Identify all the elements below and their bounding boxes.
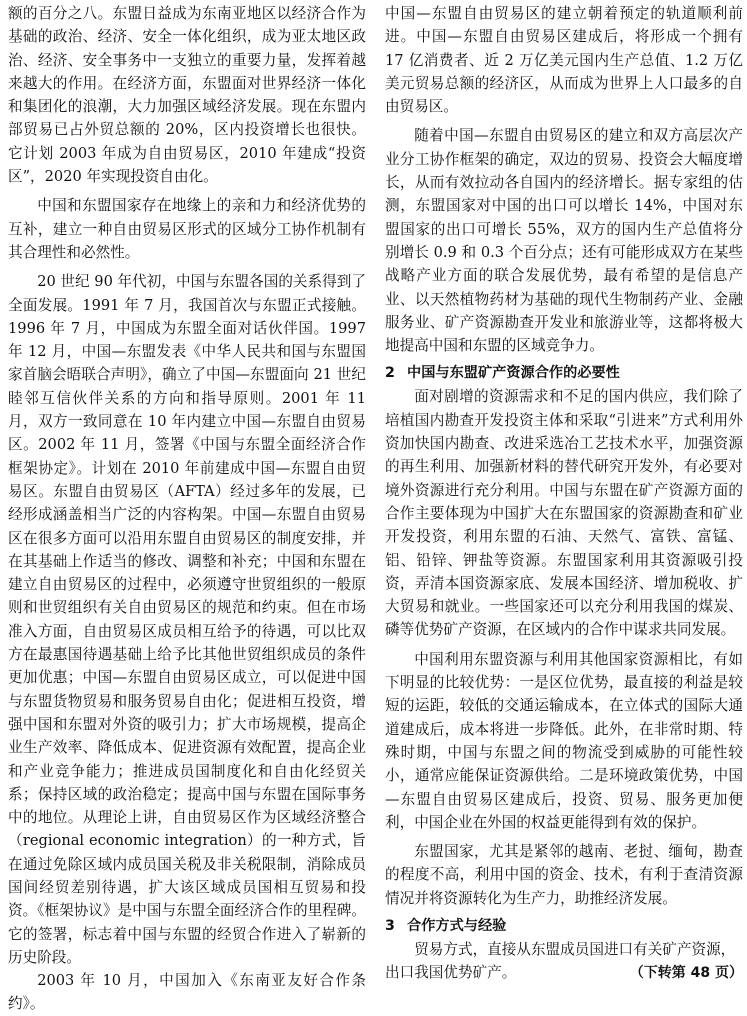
body-paragraph: 东盟国家，尤其是紧邻的越南、老挝、缅甸，勘查的程度不高，利用中国的资金、技术，有利于查清资源情况并将资源转化为生产力，助推经济发展。 [385, 843, 743, 907]
body-paragraph: 20 世纪 90 年代初，中国与东盟各国的关系得到了全面发展。1991 年 7 月，我国首次与东盟正式接触。1996 年 7 月，中国成为东盟全面对话伙伴国。1997 年 12 月，中国—东盟发表《中华人民共和国与东盟国家首脑会晤联合声明》，确立了中国—东盟面向 21 世纪睦邻互信伙伴关系的方向和指导原则。2001 年 11 月，双方一致同意在 10 年内建立中国—东盟自由贸易区。2002 年 11 月，签署《中国与东盟全面经济合作框架协定》。计划在 2010 年前建成中国—东盟自由贸易区。东盟自由贸易区（AFTA）经过多年的发展，已经形成涵盖相当广泛的内容构架。中国—东盟自由贸易区在很多方面可以沿用东盟自由贸易区的制度安排，并在其基础上作适当的修改、调整和补充；中国和东盟在建立自由贸易区的过程中，必须遵守世贸组织的一般原则和世贸组织有关自由贸易区的规范和约束。但在市场准入方面，自由贸易区成员相互给予的待遇，可以比双方在最惠国待遇基础上给予比其他世贸组织成员的条件更加优惠；中国—东盟自由贸易区成立，可以促进中国与东盟货物贸易和服务贸易自由化；促进相互投资，增强中国和东盟对外资的吸引力；扩大市场规模，提高企业生产效率、降低成本、促进资源有效配置，提高企业和产业竞争能力；推进成员国制度化和自由化经贸关系；保持区域的政治稳定；提高中国与东盟在国际事务中的地位。从理论上讲，自由贸易区作为区域经济整合（regional economic integration）的一种方式，旨在通过免除区域内成员国关税及非关税限制，消除成员国间经贸差别待遇，扩大该区域成员国相互贸易和投资。《框架协议》是中国与东盟全面经济合作的里程碑。它的签署，标志着中国与东盟的经贸合作进入了崭新的历史阶段。 [8, 273, 366, 966]
body-paragraph: 中国和东盟国家存在地缘上的亲和力和经济优势的互补，建立一种自由贸易区形式的区域分工协作机制有其合理性和必然性。 [8, 197, 366, 261]
section-number: 2 [385, 365, 395, 382]
right-column [385, 2, 743, 986]
body-text: 出口我国优势矿产。 [385, 964, 517, 982]
body-paragraph: 贸易方式，直接从东盟成员国进口有关矿产资源， [414, 940, 736, 958]
body-paragraph: 随着中国—东盟自由贸易区的建立和双方高层次产业分工协作框架的确定，双边的贸易、投资会大幅度增长，从而有效拉动各自国内的经济增长。据专家组的估测，东盟国家对中国的出口可以增长 14%，中国对东盟国家的出口可增长 55%，双方的国内生产总值将分别增长 0.9 和 0.3 个百分点；还有可能形成双方在某些战略产业方面的联合发展优势，最有希望的是信息产业、以天然植物药材为基础的现代生物制药产业、金融服务业、矿产资源勘查开发业和旅游业等，这都将极大地提高中国和东盟的区域竞争力。 [385, 127, 743, 355]
continued-on-page-note: （下转第 48 页） [629, 965, 743, 982]
body-paragraph: 中国利用东盟资源与利用其他国家资源相比，有如下明显的比较优势：一是区位优势，最直接的利益是较短的运距，较低的交通运输成本，在立体式的国际大通道建成后，成本将进一步降低。此外，在非常时期、特殊时期，中国与东盟之间的物流受到威胁的可能性较小，通常应能保证资源供给。二是环境政策优势，中国—东盟自由贸易区建成后，投资、贸易、服务更加便利，中国企业在外国的权益更能得到有效的保护。 [385, 650, 743, 831]
left-column [8, 2, 366, 1016]
section-2-heading [385, 362, 743, 385]
body-paragraph: 面对剧增的资源需求和不足的国内供应，我们除了培植国内勘查开发投资主体和采取“引进来”方式利用外资加快国内勘查、改进采选冶工艺技术水平，加强资源的再生利用、加强新材料的替代研究开发外，有必要对境外资源进行充分利用。中国与东盟在矿产资源方面的合作主要体现为中国扩大在东盟国家的资源勘查和矿业开发投资，利用东盟的石油、天然气、富铁、富锰、铝、铅锌、钾盐等资源。东盟国家利用其资源吸引投资，弄清本国资源家底、发展本国经济、增加税收、扩大贸易和就业。一些国家还可以充分利用我国的煤炭、磷等优势矿产资源，在区域内的合作中谋求共同发展。 [385, 388, 743, 639]
section-title: 中国与东盟矿产资源合作的必要性 [407, 365, 620, 382]
body-paragraph: 中国—东盟自由贸易区的建立朝着预定的轨道顺利前进。中国—东盟自由贸易区建成后，将形成一个拥有 17 亿消费者、近 2 万亿美元国内生产总值、1.2 万亿美元贸易总额的经济区，从而成为世界上人口最多的自由贸易区。 [385, 5, 743, 116]
section-title: 合作方式与经验 [407, 917, 507, 934]
body-paragraph: 额的百分之八。东盟日益成为东南亚地区以经济合作为基础的政治、经济、安全一体化组织，成为亚太地区政治、经济、安全事务中一支独立的重要力量，发挥着越来越大的作用。在经济方面，东盟面对世界经济一体化和集团化的浪潮，大力加强区域经济发展。现在东盟内部贸易已占外贸总额的 20%，区内投资增长也很快。它计划 2003 年成为自由贸易区，2010 年建成“投资区”，2020 年实现投资自由化。 [8, 5, 366, 186]
section-3-heading [385, 915, 743, 938]
body-paragraph: 2003 年 10 月，中国加入《东南亚友好合作条约》。 [8, 972, 366, 1013]
last-line [385, 961, 743, 985]
section-number: 3 [385, 917, 395, 934]
